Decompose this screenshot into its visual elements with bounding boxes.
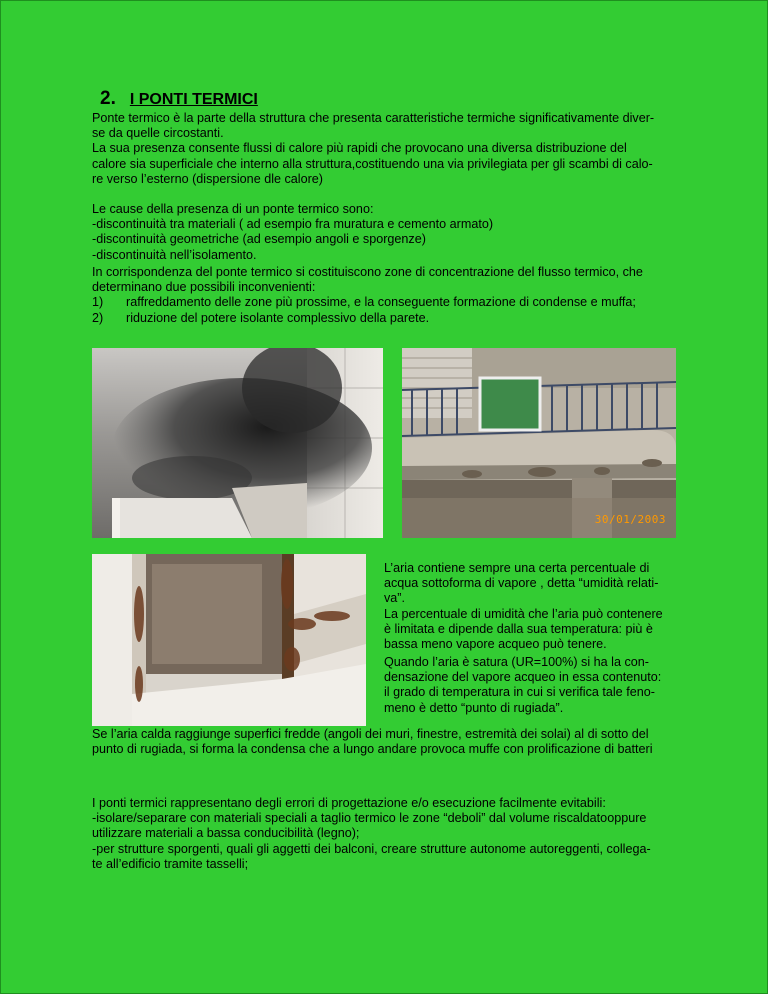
- photo-balcony: [402, 348, 676, 538]
- photo-moldy-window: [92, 554, 366, 726]
- section-number: 2.: [100, 88, 116, 109]
- condensation-paragraph: [92, 727, 682, 757]
- text-line: La percentuale di umidità che l’aria può contenere: [384, 606, 663, 621]
- causes-paragraph: [92, 202, 682, 263]
- list-number: 2): [92, 310, 104, 325]
- list-text: riduzione del potere isolante complessivo della parete.: [126, 310, 430, 325]
- text-line: L’aria contiene sempre una certa percentuale di: [384, 561, 650, 575]
- text-line: meno è detto “punto di rugiada”.: [384, 700, 564, 715]
- text-line: -discontinuità tra materiali ( ad esempio fra muratura e cemento armato): [92, 217, 494, 232]
- list-number: 1): [92, 295, 104, 310]
- text-line: -isolare/separare con materiali speciali a taglio termico le zone “deboli” dal volume riscaldatooppure: [92, 811, 647, 826]
- text-line: acqua sottoforma di vapore , detta “umidità relati-: [384, 576, 659, 591]
- list-item: [92, 311, 682, 326]
- text-line: punto di rugiada, si forma la condensa che a lungo andare provoca muffe con prolificazione di batteri: [92, 742, 653, 757]
- effects-paragraph: [92, 265, 682, 326]
- photo-date-stamp: 30/01/2003: [594, 513, 666, 526]
- text-line: -discontinuità nell’isolamento.: [92, 247, 257, 262]
- text-line: bassa meno vapore acqueo può tenere.: [384, 637, 607, 652]
- solutions-paragraph: [92, 796, 682, 872]
- text-line: se da quelle circostanti.: [92, 126, 224, 141]
- section-heading: [100, 88, 258, 110]
- text-line: I ponti termici rappresentano degli errori di progettazione e/o esecuzione facilmente evitabili:: [92, 796, 606, 810]
- text-line: va”.: [384, 591, 405, 606]
- text-line: -discontinuità geometriche (ad esempio angoli e sporgenze): [92, 232, 426, 247]
- photo-moldy-corner: [92, 348, 383, 538]
- caption-humidity: [384, 561, 684, 652]
- intro-paragraph: [92, 111, 682, 187]
- list-text: raffreddamento delle zone più prossime, e la conseguente formazione di condense e muffa;: [126, 295, 636, 310]
- text-line: è limitata e dipende dalla sua temperatura: più è: [384, 621, 653, 636]
- section-title: I PONTI TERMICI: [129, 91, 258, 108]
- text-line: il grado di temperatura in cui si verifica tale feno-: [384, 685, 655, 700]
- text-line: Le cause della presenza di un ponte termico sono:: [92, 202, 374, 216]
- caption-dew-point: [384, 655, 684, 716]
- text-line: Ponte termico è la parte della struttura che presenta caratteristiche termiche significativamente diver-: [92, 111, 655, 125]
- text-line: Se l’aria calda raggiunge superfici fredde (angoli dei muri, finestre, estremità dei solai) al di sotto del: [92, 727, 649, 741]
- text-line: determinano due possibili inconvenienti:: [92, 280, 316, 295]
- text-line: te all’edificio tramite tasselli;: [92, 856, 249, 871]
- text-line: calore sia superficiale che interno alla struttura,costituendo una via privilegiata per gli scambi di calo-: [92, 156, 653, 171]
- text-line: In corrispondenza del ponte termico si costituiscono zone di concentrazione del flusso termico, che: [92, 265, 643, 279]
- text-line: utilizzare materiali a bassa conducibilità (legno);: [92, 826, 360, 841]
- list-item: [92, 295, 682, 310]
- text-line: -per strutture sporgenti, quali gli aggetti dei balconi, creare strutture autonome autoreggenti, collega-: [92, 841, 651, 856]
- text-line: re verso l’esterno (dispersione dle calore): [92, 171, 323, 186]
- text-line: Quando l’aria è satura (UR=100%) si ha la con-: [384, 655, 649, 669]
- text-line: densazione del vapore acqueo in essa contenuto:: [384, 670, 662, 685]
- text-line: La sua presenza consente flussi di calore più rapidi che provocano una diversa distribuzione del: [92, 141, 627, 156]
